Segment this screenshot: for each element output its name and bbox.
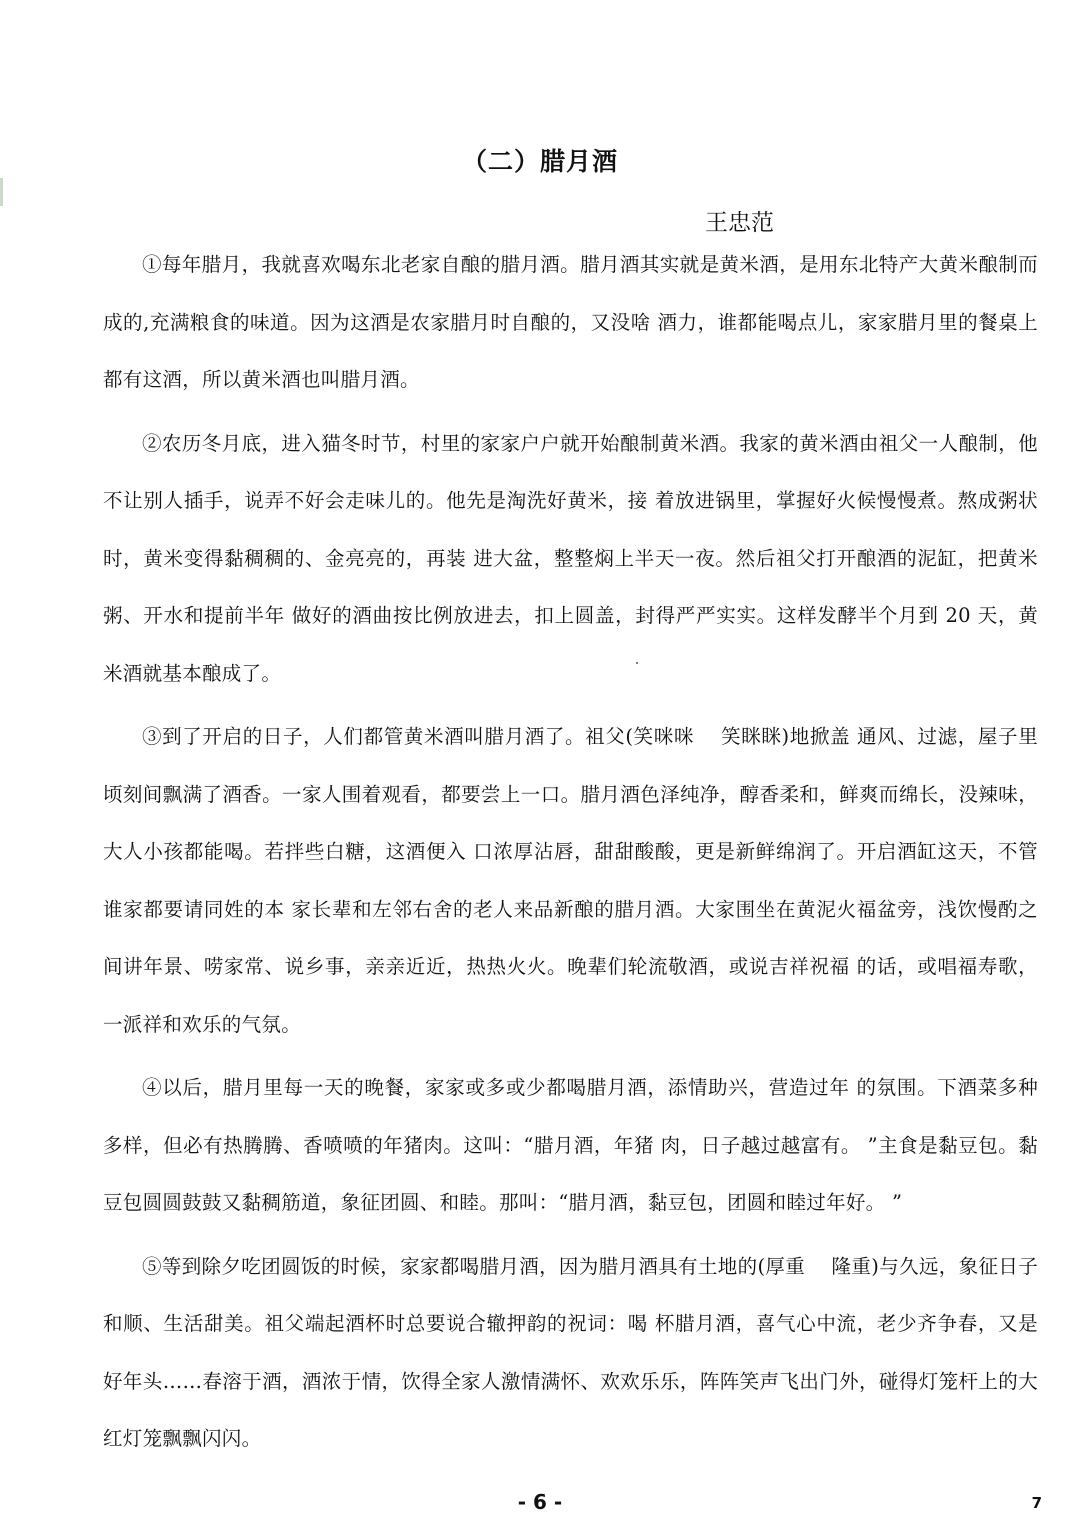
paragraph-2: ②农历冬月底，进入猫冬时节，村里的家家户户就开始酿制黄米酒。我家的黄米酒由祖父一人酿制，他不让别人插手，说弄不好会走味儿的。他先是淘洗好黄米，接 着放进锅里，掌握好火候慢慢煮。熬成粥状时，黄米变得黏稠稠的、金亮亮的，再装 进大盆，整整焖上半天一夜。然后祖父打开酿酒的泥缸，把黄米粥、开水和提前半年 做好的酒曲按比例放进去，扣上圆盖，封得严严实实。这样发酵半个月到 20 天，黄米酒就基本酿成了。 — [103, 431, 1038, 685]
paragraph-1: ①每年腊月，我就喜欢喝东北老家自酿的腊月酒。腊月酒其实就是黄米酒，是用东北特产大黄米酿制而成的,充满粮食的味道。因为这酒是农家腊月时自酿的，又没啥 酒力，谁都能喝点儿，家家腊月里的餐桌上都有这酒，所以黄米酒也叫腊月酒。 — [103, 253, 1038, 391]
paragraph-3: ③到了开启的日子，人们都管黄米酒叫腊月酒了。祖父(笑咪咪 笑眯眯)地掀盖 通风、过滤，屋子里顷刻间飘满了酒香。一家人围着观看，都要尝上一口。腊月酒色泽纯净，醇香柔和，鲜爽而绵长，没辣味，大人小孩都能喝。若拌些白糖，这酒便入 口浓厚沾唇，甜甜酸酸，更是新鲜绵润了。开启酒缸这天，不管谁家都要请同姓的本 家长辈和左邻右舍的老人来品新酿的腊月酒。大家围坐在黄泥火福盆旁，浅饮慢酌之 间讲年景、唠家常、说乡事，亲亲近近，热热火火。晚辈们轮流敬酒，或说吉祥祝福 的话，或唱福寿歌，一派祥和欢乐的气氛。 — [103, 725, 1038, 1036]
paragraph-4: ④以后，腊月里每一天的晚餐，家家或多或少都喝腊月酒，添情助兴，营造过年 的氛围。下酒菜多种多样，但必有热腾腾、香喷喷的年猪肉。这叫：“腊月酒，年猪 肉，日子越过越富有。 ”主食是黏豆包。黏豆包圆圆鼓鼓又黏稠筋道，象征团圆、和睦。那叫：“腊月酒，黏豆包，团圆和睦过年好。 ” — [103, 1076, 1038, 1214]
page-number: - 6 - — [517, 1490, 563, 1514]
author-name: 王忠范 — [705, 210, 774, 236]
scan-artifact — [0, 178, 3, 206]
document-title: （二）腊月酒 — [461, 147, 618, 176]
corner-page-number: 7 — [1031, 1494, 1042, 1512]
document-body — [103, 236, 1038, 1474]
paragraph-5: ⑤等到除夕吃团圆饭的时候，家家都喝腊月酒，因为腊月酒具有土地的(厚重 隆重)与久远，象征日子和顺、生活甜美。祖父端起酒杯时总要说合辙押韵的祝词：喝 杯腊月酒，喜气心中流，老少齐争春，又是好年头……春溶于酒，酒浓于情，饮得全家人激情满怀、欢欢乐乐，阵阵笑声飞出门外，碰得灯笼杆上的大红灯笼飘飘闪闪。 — [103, 1254, 1038, 1450]
